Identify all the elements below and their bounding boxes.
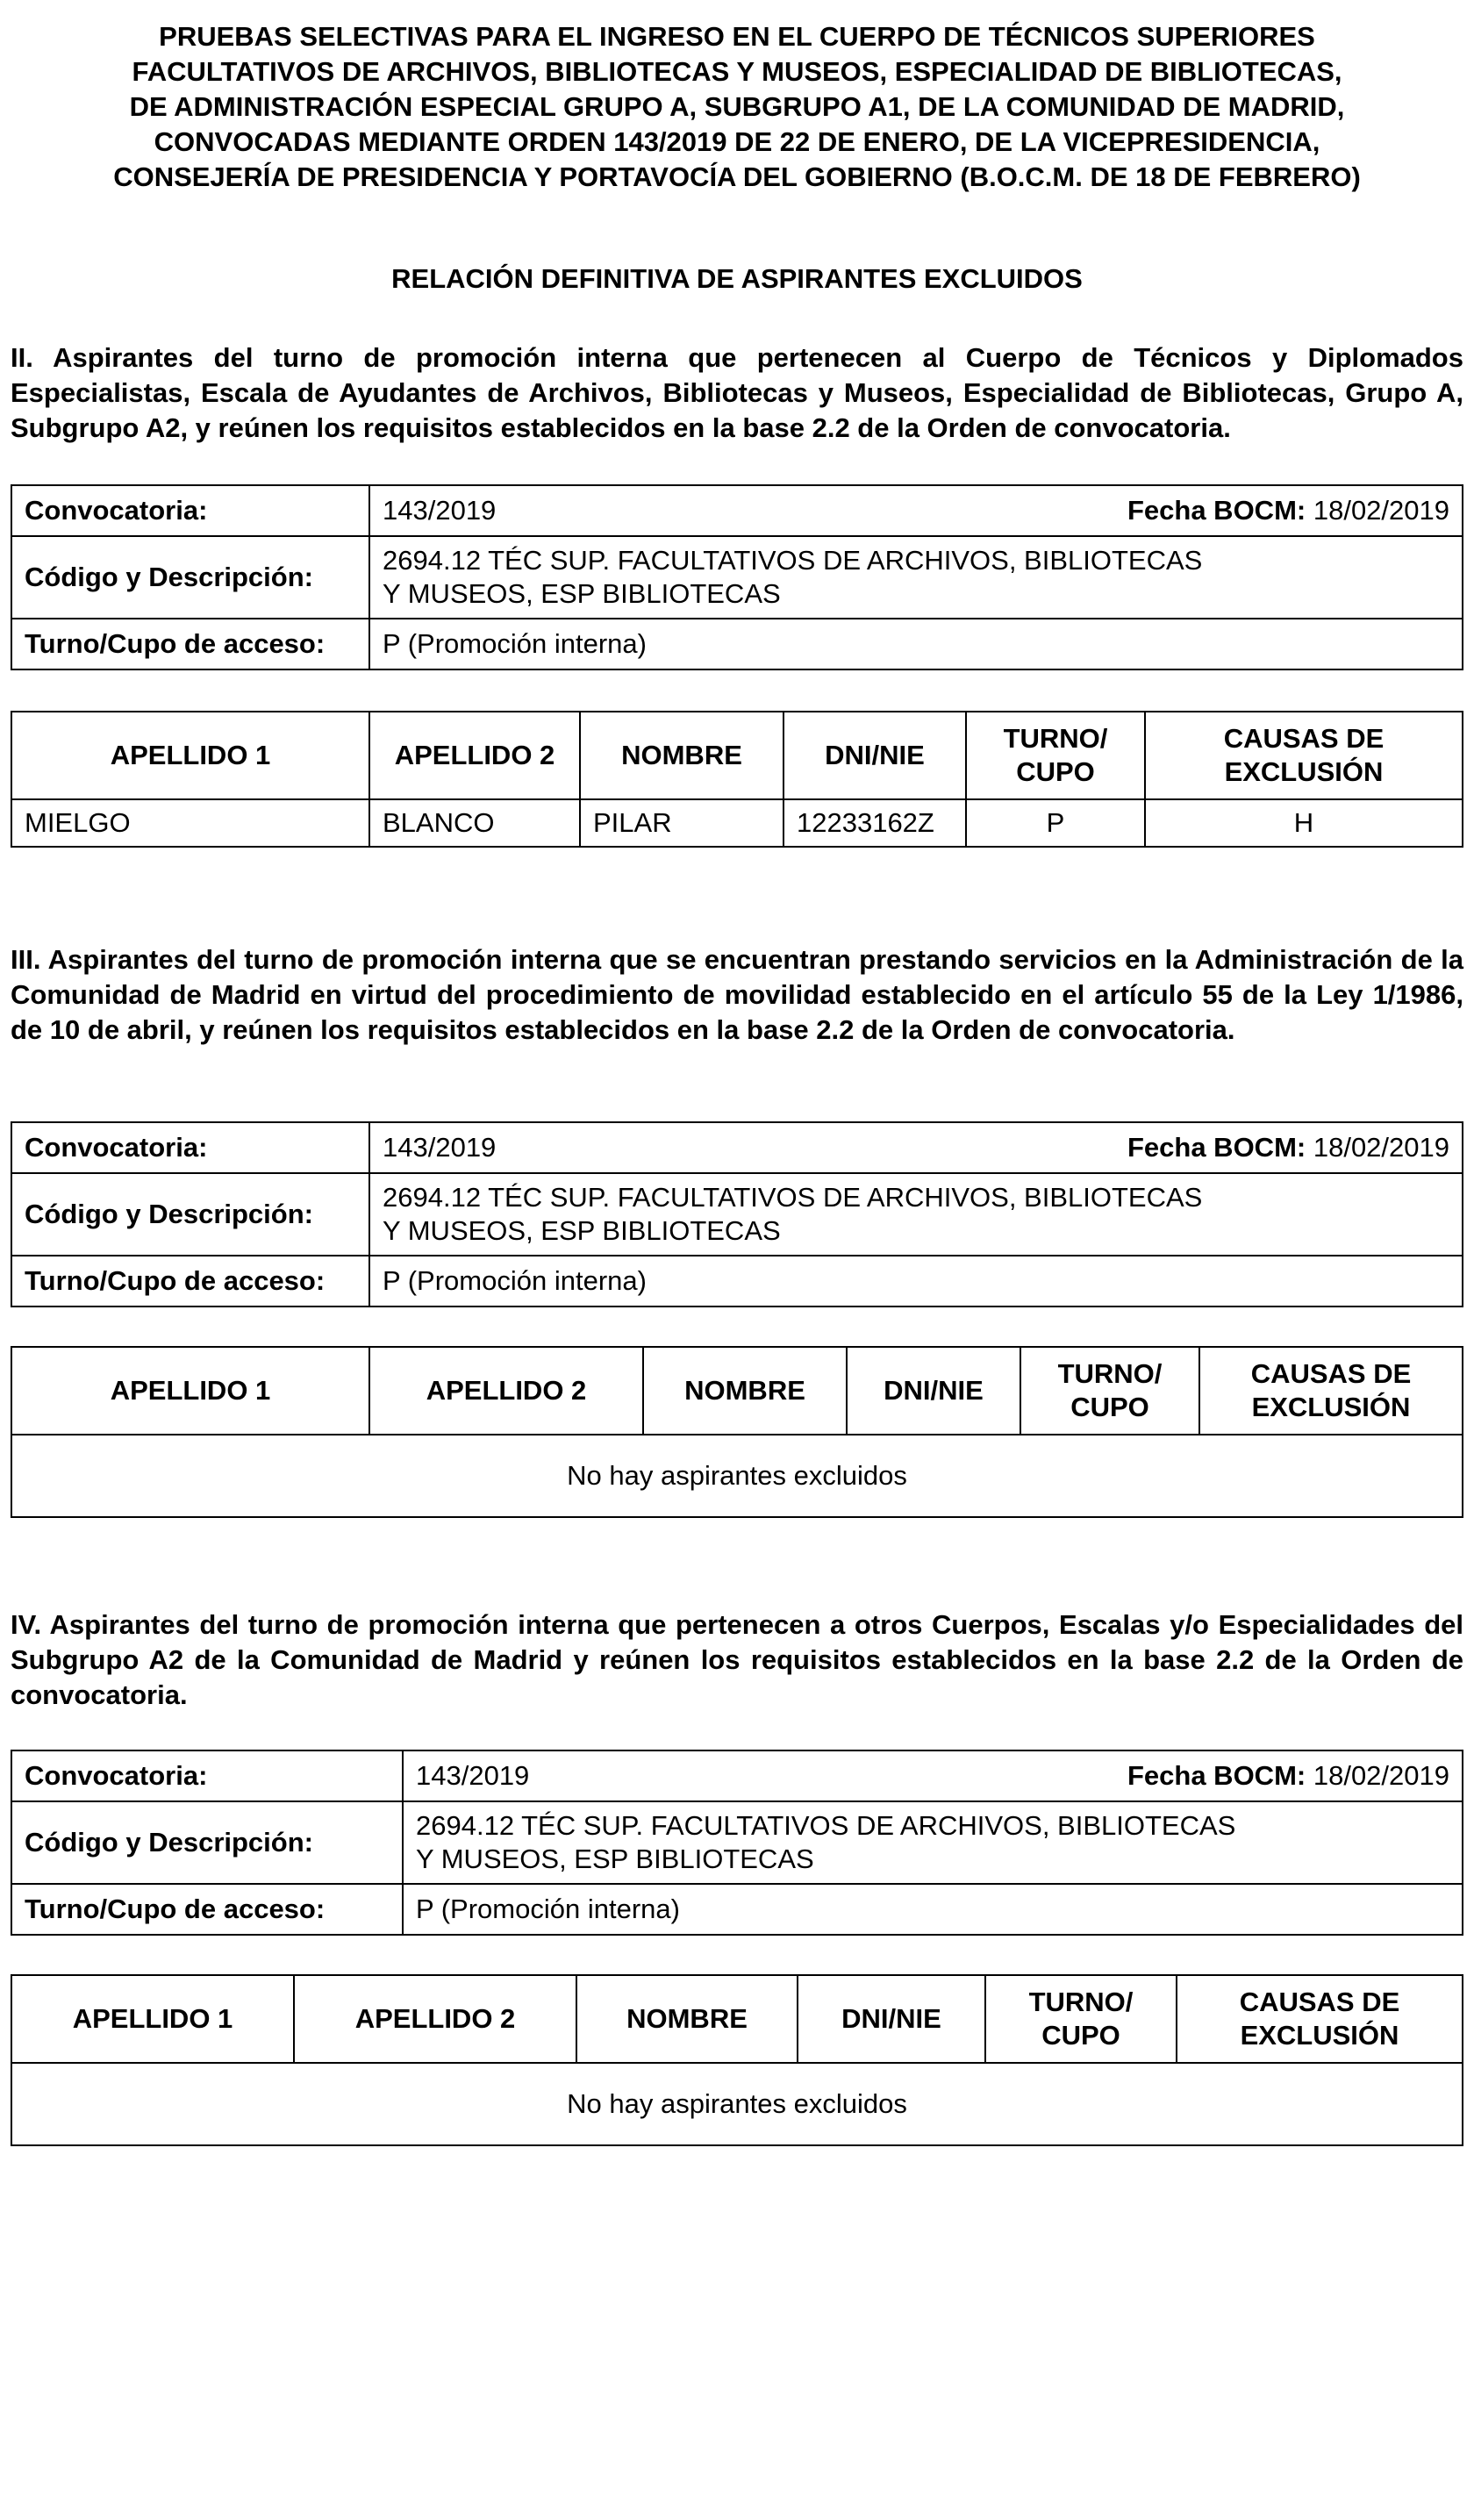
convocatoria-label: Convocatoria: [11,1122,369,1173]
fecha-bocm-label: Fecha BOCM: [1127,495,1306,526]
col-turno: TURNO/ CUPO [966,712,1145,799]
col-nombre: NOMBRE [643,1347,847,1435]
col-turno: TURNO/ CUPO [1020,1347,1199,1435]
relation-title: RELACIÓN DEFINITIVA DE ASPIRANTES EXCLUIDOS [391,263,1083,294]
col-causas: CAUSAS DE EXCLUSIÓN [1199,1347,1463,1435]
codigo-value: 2694.12 TÉC SUP. FACULTATIVOS DE ARCHIVOS, BIBLIOTECAS [383,1182,1203,1213]
cell-apellido1: MIELGO [11,799,369,847]
codigo-label: Código y Descripción: [11,1173,369,1256]
col-nombre: NOMBRE [576,1975,798,2063]
col-apellido2: APELLIDO 2 [369,712,580,799]
title-line: DE ADMINISTRACIÓN ESPECIAL GRUPO A, SUBGRUPO A1, DE LA COMUNIDAD DE MADRID, [129,91,1345,122]
turno-value: P (Promoción interna) [369,1256,1463,1307]
no-excluded-message: No hay aspirantes excluidos [11,1435,1463,1517]
convocatoria-value: 143/2019 [383,1132,497,1163]
fecha-bocm-label: Fecha BOCM: [1127,1760,1306,1791]
section-iii-intro: III. Aspirantes del turno de promoción interna que se encuentran prestando servicios en la Administración de la Comunidad de Madrid en virtud del procedimiento de movilidad establecido en el artículo 55 de la Ley 1/1986, de 10 de abril, y reúnen los requisitos establecidos en la base 2.2 de la Orden de convocatoria. [11,944,1463,1045]
codigo-value-line2: Y MUSEOS, ESP BIBLIOTECAS [383,578,781,609]
section-iv-excluded-table [11,1974,1463,2146]
convocatoria-label: Convocatoria: [11,1750,403,1801]
turno-label: Turno/Cupo de acceso: [11,1256,369,1307]
table-row [11,1435,1463,1517]
section-iv-intro: IV. Aspirantes del turno de promoción interna que pertenecen a otros Cuerpos, Escalas y/o Especialidades del Subgrupo A2 de la Comunidad de Madrid y reúnen los requisitos establecidos en la base 2.2 de la Orden de convocatoria. [11,1609,1463,1710]
col-nombre: NOMBRE [580,712,784,799]
codigo-label: Código y Descripción: [11,536,369,619]
turno-value: P (Promoción interna) [403,1884,1463,1935]
col-apellido2: APELLIDO 2 [369,1347,643,1435]
col-apellido1: APELLIDO 1 [11,712,369,799]
col-apellido2: APELLIDO 2 [294,1975,576,2063]
section-ii-intro: II. Aspirantes del turno de promoción interna que pertenecen al Cuerpo de Técnicos y Diplomados Especialistas, Escala de Ayudantes de Archivos, Bibliotecas y Museos, Especialidad de Bibliotecas, Grupo A, Subgrupo A2, y reúnen los requisitos establecidos en la base 2.2 de la Orden de convocatoria. [11,342,1463,443]
fecha-bocm-label: Fecha BOCM: [1127,1132,1306,1163]
codigo-value-line2: Y MUSEOS, ESP BIBLIOTECAS [416,1843,814,1874]
fecha-bocm-value: 18/02/2019 [1313,1132,1449,1163]
section-ii-info-table [11,484,1463,670]
turno-label: Turno/Cupo de acceso: [11,619,369,669]
col-apellido1: APELLIDO 1 [11,1347,369,1435]
convocatoria-label: Convocatoria: [11,485,369,536]
title-line: CONSEJERÍA DE PRESIDENCIA Y PORTAVOCÍA DEL GOBIERNO (B.O.C.M. DE 18 DE FEBRERO) [113,161,1361,192]
col-dni: DNI/NIE [798,1975,985,2063]
col-causas: CAUSAS DE EXCLUSIÓN [1145,712,1463,799]
cell-causa: H [1145,799,1463,847]
document-title [11,19,1463,195]
codigo-label: Código y Descripción: [11,1801,403,1884]
codigo-value: 2694.12 TÉC SUP. FACULTATIVOS DE ARCHIVOS, BIBLIOTECAS [416,1810,1236,1841]
cell-dni: 12233162Z [784,799,966,847]
fecha-bocm-value: 18/02/2019 [1313,1760,1449,1791]
section-iv-info-table [11,1750,1463,1936]
col-causas: CAUSAS DE EXCLUSIÓN [1177,1975,1463,2063]
turno-value: P (Promoción interna) [369,619,1463,669]
fecha-bocm-value: 18/02/2019 [1313,495,1449,526]
section-ii-excluded-table [11,711,1463,848]
convocatoria-value: 143/2019 [416,1760,530,1791]
section-iii-excluded-table [11,1346,1463,1518]
col-turno: TURNO/ CUPO [985,1975,1177,2063]
table-row [11,2063,1463,2145]
turno-label: Turno/Cupo de acceso: [11,1884,403,1935]
col-apellido1: APELLIDO 1 [11,1975,294,2063]
col-dni: DNI/NIE [847,1347,1020,1435]
section-iii-info-table [11,1121,1463,1307]
title-line: PRUEBAS SELECTIVAS PARA EL INGRESO EN EL CUERPO DE TÉCNICOS SUPERIORES [159,21,1315,52]
table-row [11,799,1463,847]
cell-turno: P [966,799,1145,847]
no-excluded-message: No hay aspirantes excluidos [11,2063,1463,2145]
convocatoria-value: 143/2019 [383,495,497,526]
codigo-value-line2: Y MUSEOS, ESP BIBLIOTECAS [383,1215,781,1246]
col-dni: DNI/NIE [784,712,966,799]
title-line: CONVOCADAS MEDIANTE ORDEN 143/2019 DE 22 DE ENERO, DE LA VICEPRESIDENCIA, [154,126,1320,157]
cell-nombre: PILAR [580,799,784,847]
title-line: FACULTATIVOS DE ARCHIVOS, BIBLIOTECAS Y MUSEOS, ESPECIALIDAD DE BIBLIOTECAS, [132,56,1342,87]
cell-apellido2: BLANCO [369,799,580,847]
document-page [11,19,1463,2119]
codigo-value: 2694.12 TÉC SUP. FACULTATIVOS DE ARCHIVOS, BIBLIOTECAS [383,545,1203,576]
